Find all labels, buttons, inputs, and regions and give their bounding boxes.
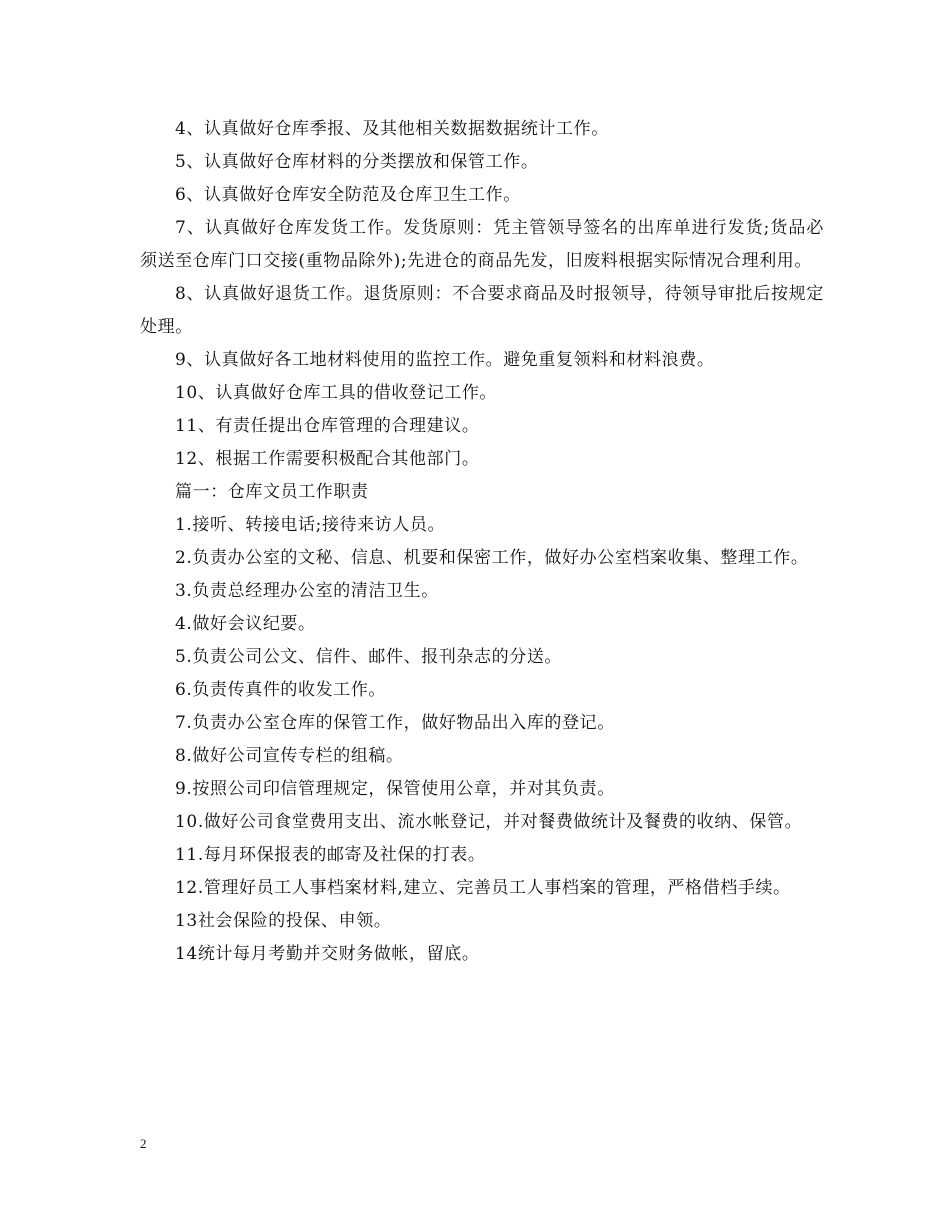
page-number: 2 [140,1136,147,1151]
paragraph: 9.按照公司印信管理规定，保管使用公章，并对其负责。 [175,779,615,799]
paragraph: 3.负责总经理办公室的清洁卫生。 [175,581,439,601]
paragraph: 8.做好公司宣传专栏的组稿。 [175,746,404,766]
document-body [140,113,824,971]
paragraph: 4.做好会议纪要。 [175,614,316,634]
paragraph: 8、认真做好退货工作。退货原则：不合要求商品及时报领导，待领导审批后按规定处理。 [140,284,824,337]
section-heading: 篇一：仓库文员工作职责 [175,482,369,502]
paragraph: 14统计每月考勤并交财务做帐，留底。 [175,944,480,964]
paragraph: 11、有责任提出仓库管理的合理建议。 [175,416,480,436]
paragraph: 7.负责办公室仓库的保管工作，做好物品出入库的登记。 [175,713,615,733]
paragraph: 12、根据工作需要积极配合其他部门。 [175,449,480,469]
paragraph: 13社会保险的投保、申领。 [175,911,392,931]
paragraph: 6、认真做好仓库安全防范及仓库卫生工作。 [175,185,521,205]
paragraph: 11.每月环保报表的邮寄及社保的打表。 [175,845,486,865]
paragraph: 2.负责办公室的文秘、信息、机要和保密工作，做好办公室档案收集、整理工作。 [175,548,809,568]
paragraph: 6.负责传真件的收发工作。 [175,680,387,700]
paragraph: 5.负责公司公文、信件、邮件、报刊杂志的分送。 [175,647,563,667]
paragraph: 10.做好公司食堂费用支出、流水帐登记，并对餐费做统计及餐费的收纳、保管。 [175,812,803,832]
paragraph: 12.管理好员工人事档案材料,建立、完善员工人事档案的管理，严格借档手续。 [175,878,791,898]
paragraph: 1.接听、转接电话;接待来访人员。 [175,515,446,535]
paragraph: 4、认真做好仓库季报、及其他相关数据数据统计工作。 [175,119,609,139]
paragraph: 7、认真做好仓库发货工作。发货原则：凭主管领导签名的出库单进行发货;货品必须送至仓库门口交接(重物品除外);先进仓的商品先发，旧废料根据实际情况合理利用。 [140,218,824,271]
paragraph: 10、认真做好仓库工具的借收登记工作。 [175,383,498,403]
paragraph: 5、认真做好仓库材料的分类摆放和保管工作。 [175,152,539,172]
paragraph: 9、认真做好各工地材料使用的监控工作。避免重复领料和材料浪费。 [175,350,715,370]
